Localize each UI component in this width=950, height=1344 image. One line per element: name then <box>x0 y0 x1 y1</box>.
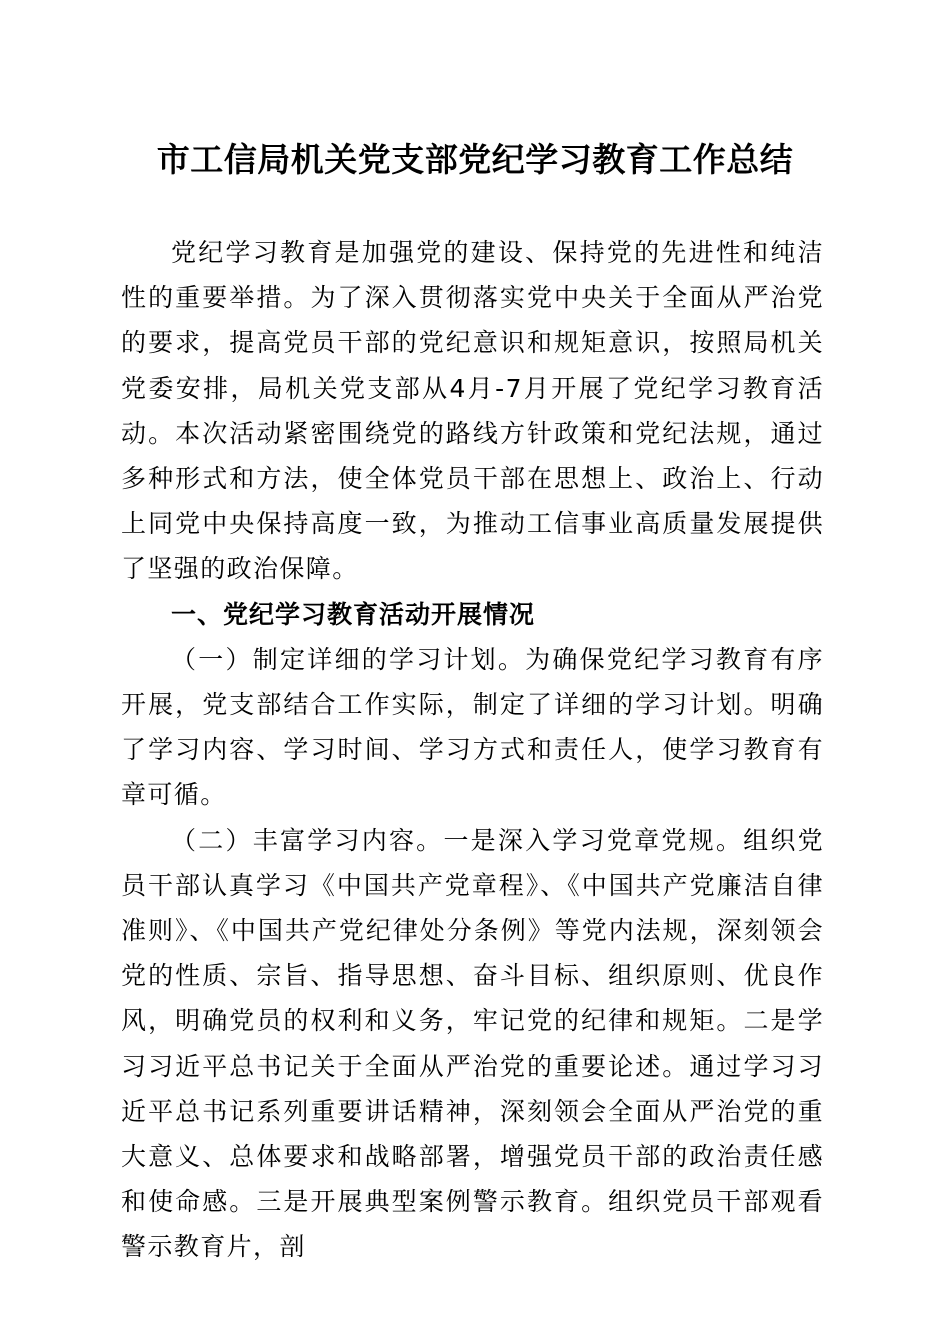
item-2-paragraph <box>121 818 824 1270</box>
item-2-lead: （二）丰富学习内容。 <box>171 825 444 855</box>
section-heading: 一、党纪学习教育活动开展情况 <box>171 599 536 629</box>
intro-paragraph: 党纪学习教育是加强党的建设、保持党的先进性和纯洁性的重要举措。为了深入贯彻落实党中央关于全面从严治党的要求，提高党员干部的党纪意识和规矩意识，按照局机关党委安排，局机关党支部从4月-7月开展了党纪学习教育活动。本次活动紧密围绕党的路线方针政策和党纪法规，通过多种形式和方法，使全体党员干部在思想上、政治上、行动上同党中央保持高度一致，为推动工信事业高质量发展提供了坚强的政治保障。 <box>121 238 824 584</box>
item-1-text: 为确保党纪学习教育有序开展，党支部结合工作实际，制定了详细的学习计划。明确了学习内容、学习时间、学习方式和责任人，使学习教育有章可循。 <box>121 644 825 810</box>
item-1-lead: （一）制定详细的学习计划。 <box>171 644 526 674</box>
item-2-text: 一是深入学习党章党规。组织党员干部认真学习《中国共产党章程》、《中国共产党廉洁自律准则》、《中国共产党纪律处分条例》等党内法规，深刻领会党的性质、宗旨、指导思想、奋斗目标、组织原则、优良作风，明确党员的权利和义务，牢记党的纪律和规矩。二是学习习近平总书记关于全面从严治党的重要论述。通过学习习近平总书记系列重要讲话精神，深刻领会全面从严治党的重大意义、总体要求和战略部署，增强党员干部的政治责任感和使命感。三是开展典型案例警示教育。组织党员干部观看警示教育片，剖 <box>121 825 824 1262</box>
document-title: 市工信局机关党支部党纪学习教育工作总结 <box>156 140 794 179</box>
document-body <box>121 230 824 1270</box>
item-1-paragraph <box>121 637 824 818</box>
